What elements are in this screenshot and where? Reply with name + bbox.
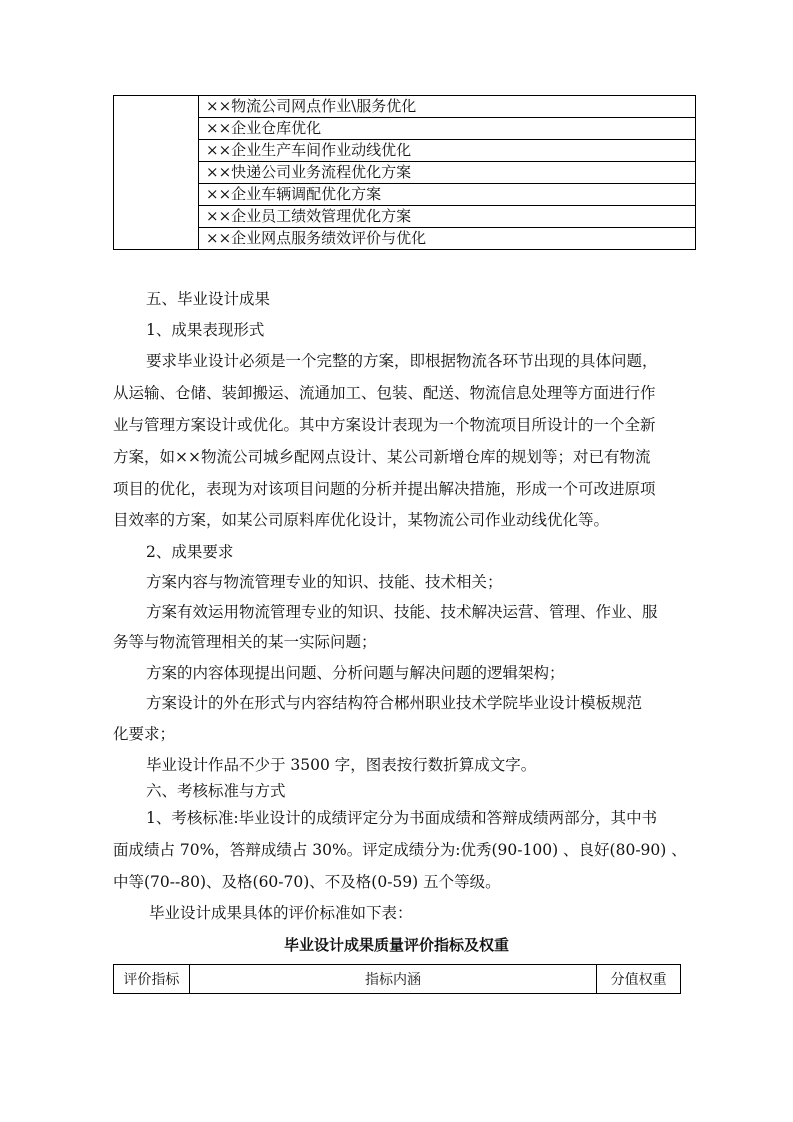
paragraph-line: 1、考核标准:毕业设计的成绩评定分为书面成绩和答辩成绩两部分，其中书 xyxy=(146,809,658,827)
column-header: 评价指标 xyxy=(114,965,190,994)
paragraph-line: 从运输、仓储、装卸搬运、流通加工、包装、配送、物流信息处理等方面进行作 xyxy=(113,384,656,402)
topic-item: ××物流公司网点作业\服务优化 xyxy=(199,96,696,118)
table-row xyxy=(114,184,696,206)
requirement-line: 方案有效运用物流管理专业的知识、技能、技术解决运营、管理、作业、服 xyxy=(146,603,658,621)
table-row xyxy=(114,140,696,162)
topic-item: ××企业网点服务绩效评价与优化 xyxy=(199,228,696,250)
table-header-row xyxy=(114,965,681,994)
requirement-line: 方案设计的外在形式与内容结构符合郴州职业技术学院毕业设计模板规范 xyxy=(146,694,643,712)
merged-blank-cell xyxy=(114,96,199,250)
table-row xyxy=(114,96,696,118)
paragraph-line: 中等(70--80)、及格(60-70)、不及格(0-59) 五个等级。 xyxy=(113,873,501,891)
paragraph-line: 项目的优化，表现为对该项目问题的分析并提出解决措施，形成一个可改进原项 xyxy=(113,480,656,498)
requirement-line: 务等与物流管理相关的某一实际问题； xyxy=(113,633,377,651)
subheading-form: 1、成果表现形式 xyxy=(146,321,265,339)
requirement-line: 化要求； xyxy=(113,725,176,743)
table-caption: 毕业设计成果质量评价指标及权重 xyxy=(283,936,509,954)
column-header: 分值权重 xyxy=(597,965,681,994)
table-row xyxy=(114,206,696,228)
column-header: 指标内涵 xyxy=(189,965,596,994)
paragraph-line: 面成绩占 70%，答辩成绩占 30%。评定成绩分为:优秀(90-100) 、良好(80-90) 、 xyxy=(113,841,687,859)
section-heading-results: 五、毕业设计成果 xyxy=(146,290,271,308)
table-row xyxy=(114,118,696,140)
topic-item: ××企业仓库优化 xyxy=(199,118,696,140)
paragraph-line: 要求毕业设计必须是一个完整的方案，即根据物流各环节出现的具体问题， xyxy=(146,352,658,370)
table-row xyxy=(114,228,696,250)
paragraph-line: 方案，如××物流公司城乡配网点设计、某公司新增仓库的规划等；对已有物流 xyxy=(113,448,651,466)
requirement-line: 方案内容与物流管理专业的知识、技能、技术相关； xyxy=(146,573,503,591)
paragraph-line: 业与管理方案设计或优化。其中方案设计表现为一个物流项目所设计的一个全新 xyxy=(113,416,656,434)
topic-item: ××快递公司业务流程优化方案 xyxy=(199,162,696,184)
requirement-line: 方案的内容体现提出问题、分析问题与解决问题的逻辑架构； xyxy=(146,664,565,682)
topic-item: ××企业生产车间作业动线优化 xyxy=(199,140,696,162)
subheading-requirements: 2、成果要求 xyxy=(146,543,234,561)
table-row xyxy=(114,162,696,184)
requirement-line: 毕业设计作品不少于 3500 字，图表按行数折算成文字。 xyxy=(146,756,537,774)
table-intro-line: 毕业设计成果具体的评价标准如下表： xyxy=(149,904,413,922)
evaluation-table xyxy=(113,964,681,994)
paragraph-line: 目效率的方案，如某公司原料库优化设计，某物流公司作业动线优化等。 xyxy=(113,511,610,529)
topic-item: ××企业员工绩效管理优化方案 xyxy=(199,206,696,228)
topic-table xyxy=(113,95,696,250)
topic-item: ××企业车辆调配优化方案 xyxy=(199,184,696,206)
section-heading-assessment: 六、考核标准与方式 xyxy=(146,782,286,800)
